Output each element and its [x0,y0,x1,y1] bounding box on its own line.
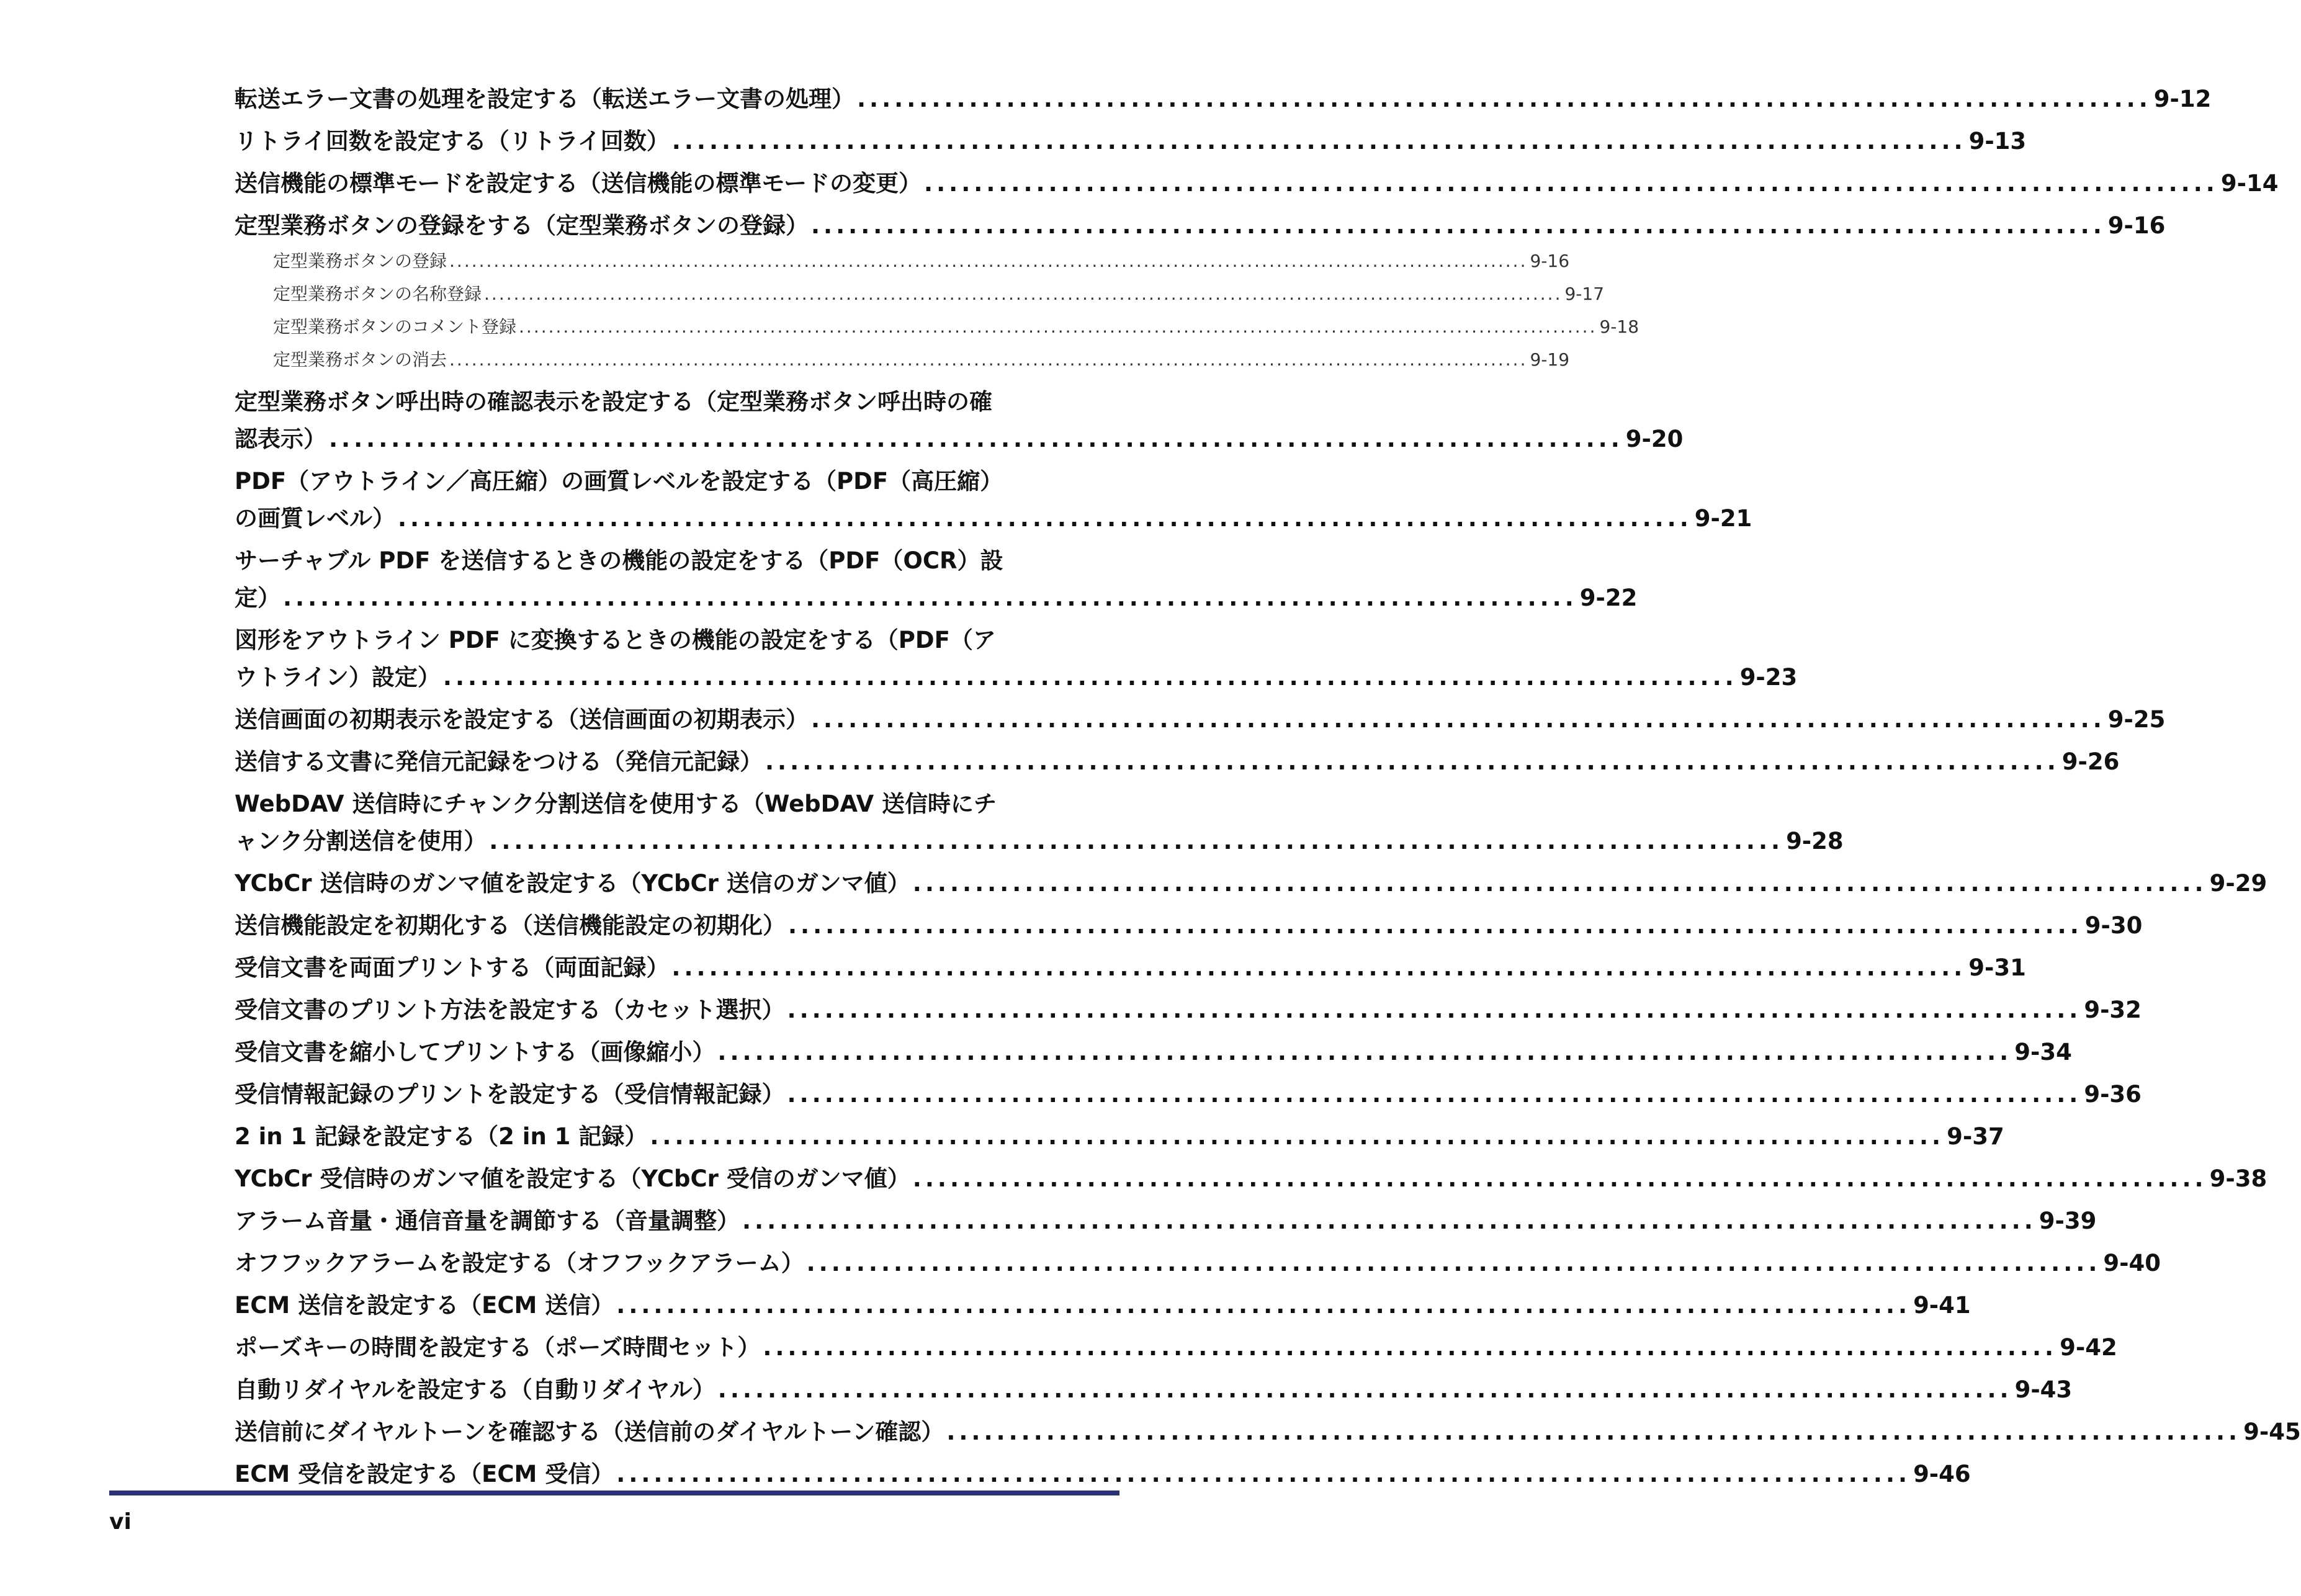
dot-leader: .................................................................................................................................................. [519,316,1597,337]
toc-entry-page: 9-30 [2084,912,2143,939]
toc-entry-title: アラーム音量・通信音量を調節する（音量調整） [235,1208,740,1234]
toc-subentry[interactable] [273,343,1570,376]
toc-entry-title-line2: の画質レベル） [235,505,395,532]
toc-entry-page: 9-39 [2039,1208,2097,1234]
toc-entry-page: 9-23 [1739,664,1798,691]
dot-leader: ........................................................................................................ [765,748,2060,775]
dot-leader: ........................................................................................................ [857,86,2151,112]
toc-entry-page: 9-29 [2209,870,2267,897]
dot-leader: ........................................................................................................ [787,1081,2082,1108]
toc-entry-page: 9-21 [1694,505,1752,532]
toc-entry[interactable] [235,542,1638,617]
dot-leader: ........................................................................................................ [788,912,2083,939]
toc-entry[interactable] [235,949,2026,987]
toc-entry-title: YCbCr 送信時のガンマ値を設定する（YCbCr 送信のガンマ値） [235,870,910,897]
dot-leader: ........................................................................................................ [717,1039,2012,1065]
footer-rule [109,1491,1119,1495]
toc-entry-title-line1: WebDAV 送信時にチャンク分割送信を使用する（WebDAV 送信時にチ [235,791,997,817]
toc-entry[interactable] [235,1245,2161,1282]
toc-entry[interactable] [235,463,1752,537]
toc-entry-page: 9-41 [1913,1292,1971,1319]
dot-leader: ........................................................................................................ [912,1165,2207,1192]
toc-entry[interactable] [235,1414,2301,1451]
dot-leader: ........................................................................................................ [329,426,1623,452]
dot-leader: ........................................................................................................ [671,128,1967,155]
toc-entry[interactable] [235,1287,1971,1324]
dot-leader: ........................................................................................................ [811,212,2106,239]
toc-entry-page: 9-14 [2220,170,2279,197]
toc-entry[interactable] [235,865,2267,902]
toc-entry-title: 受信文書のプリント方法を設定する（カセット選択） [235,997,785,1023]
toc-entry[interactable] [235,907,2143,944]
toc-entry[interactable] [235,701,2166,738]
toc-entry[interactable] [235,383,1684,458]
dot-leader: ........................................................................................................ [924,170,2218,197]
toc-subentry-title: 定型業務ボタンの名称登録 [273,284,482,304]
toc-entry-title: 送信機能の標準モードを設定する（送信機能の標準モードの変更） [235,170,922,197]
toc-entry-title: YCbCr 受信時のガンマ値を設定する（YCbCr 受信のガンマ値） [235,1165,910,1192]
dot-leader: ........................................................................................................ [398,505,1692,532]
toc-entry[interactable] [235,786,1844,860]
toc-entry[interactable] [235,1371,2073,1409]
toc-entry-title: ECM 送信を設定する（ECM 送信） [235,1292,614,1319]
toc-entry-title: 2 in 1 記録を設定する（2 in 1 記録） [235,1123,648,1150]
table-of-contents [235,81,2301,1498]
toc-entry[interactable] [235,622,1798,696]
toc-entry-page: 9-32 [2084,997,2142,1023]
dot-leader: ........................................................................................................ [742,1208,2037,1234]
toc-subentry[interactable] [273,277,1605,310]
toc-entry-title-line1: 図形をアウトライン PDF に変換するときの機能の設定をする（PDF（ア [235,627,996,653]
dot-leader: ........................................................................................................ [650,1123,1945,1150]
toc-entry-page: 9-13 [1968,128,2027,155]
toc-entry-title: 受信文書を両面プリントする（両面記録） [235,954,670,981]
dot-leader: ........................................................................................................ [787,997,2082,1023]
toc-entry-page: 9-45 [2243,1419,2301,1445]
toc-subentry-title: 定型業務ボタンのコメント登録 [273,316,517,337]
toc-entry-title-line1: サーチャブル PDF を送信するときの機能の設定をする（PDF（OCR）設 [235,547,1003,574]
toc-entry[interactable] [235,1329,2117,1366]
toc-entry-page: 9-12 [2153,86,2212,112]
toc-subentry-page: 9-18 [1599,316,1639,337]
toc-subentry-title: 定型業務ボタンの登録 [273,251,447,271]
toc-entry-title: ポーズキーの時間を設定する（ポーズ時間セット） [235,1334,761,1361]
toc-entry-page: 9-46 [1913,1461,1971,1487]
toc-entry-title-line2: 認表示） [235,426,326,452]
toc-entry-title-line2: 定） [235,585,280,611]
toc-entry-title-line1: 定型業務ボタン呼出時の確認表示を設定する（定型業務ボタン呼出時の確 [235,388,992,415]
toc-entry-title: 送信画面の初期表示を設定する（送信画面の初期表示） [235,706,809,733]
dot-leader: ........................................................................................................ [806,1250,2101,1276]
toc-entry-page: 9-22 [1579,585,1638,611]
toc-entry-title: 送信前にダイヤルトーンを確認する（送信前のダイヤルトーン確認） [235,1419,944,1445]
toc-entry-title: 定型業務ボタンの登録をする（定型業務ボタンの登録） [235,212,809,239]
toc-entry-page: 9-36 [2084,1081,2142,1108]
dot-leader: ........................................................................................................ [946,1419,2241,1445]
toc-entry-title-line2: ウトライン）設定） [235,664,441,691]
dot-leader: ........................................................................................................ [442,664,1738,691]
toc-entry-page: 9-40 [2103,1250,2161,1276]
dot-leader: ........................................................................................................ [763,1334,2058,1361]
dot-leader: ........................................................................................................ [283,585,1577,611]
toc-entry-page: 9-37 [1947,1123,2004,1150]
toc-entry-page: 9-31 [1968,954,2026,981]
toc-entry-page: 9-43 [2014,1376,2073,1403]
toc-subentry-page: 9-17 [1564,284,1605,304]
toc-entry[interactable] [235,1160,2267,1198]
toc-subentry[interactable] [273,244,1570,277]
dot-leader: ........................................................................................................ [489,828,1784,854]
toc-entry-page: 9-28 [1786,828,1844,854]
dot-leader: .................................................................................................................................................. [449,349,1528,370]
toc-entry[interactable] [235,1034,2072,1071]
toc-entry-title: 転送エラー文書の処理を設定する（転送エラー文書の処理） [235,86,854,112]
dot-leader: ........................................................................................................ [616,1461,1911,1487]
toc-entry[interactable] [235,1076,2142,1113]
page-number: vi [109,1509,132,1535]
toc-entry-page: 9-25 [2107,706,2166,733]
toc-entry[interactable] [235,165,2279,202]
dot-leader: ........................................................................................................ [616,1292,1911,1319]
toc-entry[interactable] [235,1118,2004,1155]
toc-subentry-page: 9-19 [1530,349,1570,370]
toc-entry-title: 受信文書を縮小してプリントする（画像縮小） [235,1039,715,1065]
toc-entry[interactable] [235,992,2142,1029]
toc-entry-title: 受信情報記録のプリントを設定する（受信情報記録） [235,1081,785,1108]
dot-leader: ........................................................................................................ [717,1376,2012,1403]
dot-leader: ........................................................................................................ [912,870,2207,897]
toc-entry[interactable] [235,207,2166,244]
toc-entry-page: 9-42 [2060,1334,2117,1361]
toc-entry-title-line1: PDF（アウトライン／高圧縮）の画質レベルを設定する（PDF（高圧縮） [235,468,1003,495]
dot-leader: ........................................................................................................ [811,706,2106,733]
toc-entry-page: 9-20 [1625,426,1684,452]
toc-entry-page: 9-34 [2014,1039,2072,1065]
toc-entry-page: 9-16 [2107,212,2166,239]
dot-leader: .................................................................................................................................................. [484,284,1563,304]
toc-entry-title: 送信する文書に発信元記録をつける（発信元記録） [235,748,763,775]
toc-entry[interactable] [235,81,2212,118]
toc-entry-title: 送信機能設定を初期化する（送信機能設定の初期化） [235,912,786,939]
toc-subentry[interactable] [273,310,1639,343]
dot-leader: ........................................................................................................ [671,954,1967,981]
toc-entry-title: ECM 受信を設定する（ECM 受信） [235,1461,614,1487]
toc-entry[interactable] [235,1456,1971,1493]
toc-entry-title: オフフックアラームを設定する（オフフックアラーム） [235,1250,804,1276]
toc-entry[interactable] [235,743,2120,781]
toc-entry[interactable] [235,123,2027,160]
dot-leader: .................................................................................................................................................. [449,251,1528,271]
toc-subentry-page: 9-16 [1530,251,1570,271]
toc-entry-title: リトライ回数を設定する（リトライ回数） [235,128,670,155]
toc-entry-page: 9-38 [2209,1165,2267,1192]
toc-entry-title: 自動リダイヤルを設定する（自動リダイヤル） [235,1376,715,1403]
toc-entry[interactable] [235,1203,2097,1240]
toc-entry-title-line2: ャンク分割送信を使用） [235,828,487,854]
toc-subentry-title: 定型業務ボタンの消去 [273,349,447,370]
toc-entry-page: 9-26 [2061,748,2120,775]
